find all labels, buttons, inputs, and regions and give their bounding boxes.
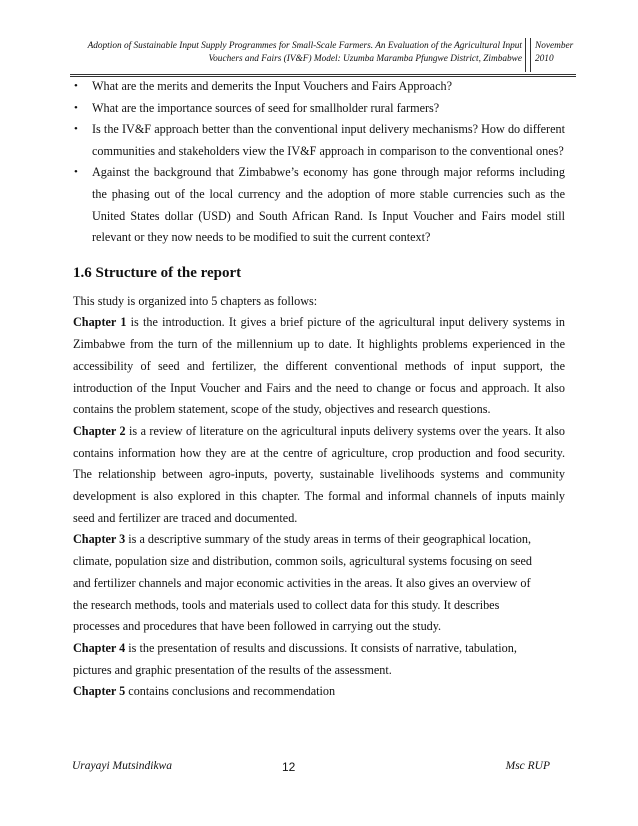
chapter-3-paragraph [73, 529, 565, 638]
header-date-year: 2010 [535, 54, 554, 64]
text-line: climate, population size and distribution, common soils, agricultural systems focusing on seed [73, 554, 532, 569]
list-item-text: Is the IV&F approach better than the conventional input delivery mechanisms? How do different communities and stakeholders view the IV&F approach in comparison to the conventional ones? [92, 122, 565, 158]
list-item [73, 119, 565, 162]
chapter-label: Chapter 1 [73, 315, 127, 330]
text-line: and fertilizer channels and major economic activities in the areas. It also gives an overview of [73, 575, 531, 590]
chapter-text: is the presentation of results and discussions. It consists of narrative, tabulation, [125, 641, 517, 655]
chapter-text: is a descriptive summary of the study areas in terms of their geographical location, [125, 532, 532, 547]
chapter-label: Chapter 4 [73, 641, 126, 655]
list-item-text: What are the importance sources of seed for smallholder rural farmers? [92, 100, 440, 115]
footer-author: Urayayi Mutsindikwa [72, 760, 172, 772]
header-title-line-2: Vouchers and Fairs (IV&F) Model: Uzumba Maramba Pfungwe District, Zimbabwe [208, 54, 522, 64]
page-header [70, 38, 576, 74]
list-item-text: Against the background that Zimbabwe’s economy has gone through major reforms including the phasing out of the local currency and the adoption of more stable currencies such as the United States dollar (USD) and South African Rand. Is Input Voucher and Fairs model still relevant or they now needs to be modified to suit the current context? [92, 165, 565, 245]
footer-degree: Msc RUP [505, 760, 550, 772]
list-item [73, 162, 565, 248]
list-item [73, 76, 565, 98]
text-line: the research methods, tools and materials used to collect data for this study. It describes [73, 597, 500, 612]
header-title-line-1: Adoption of Sustainable Input Supply Programmes for Small-Scale Farmers. An Evaluation of the Agricultural Input [87, 41, 522, 51]
text-line [73, 638, 565, 660]
bullet-icon: • [74, 123, 78, 136]
chapter-label: Chapter 3 [73, 532, 126, 547]
list-item [73, 98, 565, 120]
chapter-5-paragraph [73, 681, 565, 703]
text-line: pictures and graphic presentation of the results of the assessment. [73, 662, 392, 677]
chapter-1-paragraph [73, 312, 565, 421]
page-footer [72, 760, 564, 776]
chapter-4-paragraph [73, 638, 565, 681]
page-number: 12 [282, 760, 296, 774]
chapter-text: is the introduction. It gives a brief picture of the agricultural input delivery systems in Zimbabwe from the turn of the millennium up to date. It highlights problems experienced in the accessibility of seed and fertilizer, the different conventional methods of input support, the introduction of the Input Voucher and Fairs and the need to change or focus and approach. It also contains the problem statement, scope of the study, objectives and research questions. [73, 315, 565, 417]
chapter-text: contains conclusions and recommendation [125, 684, 336, 699]
chapter-label: Chapter 5 [73, 684, 126, 699]
section-heading: 1.6 Structure of the report [73, 264, 242, 281]
header-separator [525, 38, 531, 72]
header-date-month: November [535, 41, 574, 51]
bullet-icon: • [74, 80, 78, 92]
bullet-icon: • [74, 101, 78, 114]
chapter-2-paragraph [73, 421, 565, 530]
text-line [73, 529, 565, 551]
page-body [73, 76, 565, 703]
chapter-label: Chapter 2 [73, 423, 126, 438]
chapter-text: is a review of literature on the agricultural inputs delivery systems over the years. It also contains information how they are at the centre of agriculture, crop production and food security. The relationship between agro-inputs, poverty, sustainable livelihoods systems and community development is also explored in this chapter. The formal and informal channels of inputs mainly seed and fertilizer are traced and documented. [73, 423, 566, 525]
list-item-text: What are the merits and demerits the Input Vouchers and Fairs Approach? [92, 79, 452, 93]
section-intro: This study is organized into 5 chapters as follows: [73, 293, 318, 308]
header-title [70, 40, 522, 66]
bullet-icon: • [74, 166, 78, 179]
header-date [535, 40, 585, 66]
research-questions-list [73, 76, 565, 249]
text-line: processes and procedures that have been followed in carrying out the study. [73, 619, 442, 634]
